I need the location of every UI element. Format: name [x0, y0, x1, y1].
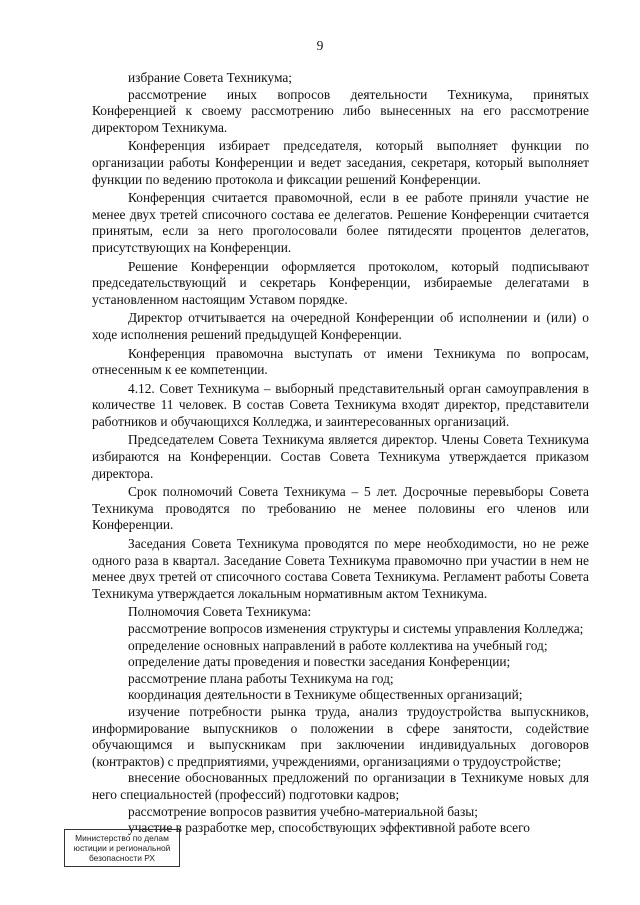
paragraph: Срок полномочий Совета Техникума – 5 лет. Досрочные перевыборы Совета Техникума проводятся по требованию не менее половины его членов или Конференции. — [92, 484, 589, 533]
list-item: изучение потребности рынка труда, анализ трудоустройства выпускников, информирование выпускников о положении в сфере занятости, содействие обучающимся и выпускникам при заключении индивидуальных договоров (контрактов) с предприятиями, учреждениями, организациями о трудоустройстве; — [92, 703, 589, 769]
stamp-line: Министерство по делам — [75, 833, 169, 843]
list-item: участие в разработке мер, способствующих эффективной работе всего — [128, 820, 530, 836]
paragraph: Конференция считается правомочной, если в ее работе приняли участие не менее двух третей списочного состава ее делегатов. Решение Конференции считается принятым, если за него проголосовали более пятидесяти процентов делегатов, присутствующих на Конференции. — [92, 190, 589, 255]
stamp-line: юстиции и региональной — [73, 843, 171, 853]
list-item: координация деятельности в Техникуме общественных организаций; — [128, 687, 523, 703]
list-item: рассмотрение плана работы Техникума на год; — [128, 670, 394, 686]
paragraph: Заседания Совета Техникума проводятся по мере необходимости, но не реже одного раза в квартал. Заседание Совета Техникума правомочно при участии в нем не менее двух третей от списочного состава Совета Техникума. Регламент работы Совета Техникума утверждается локальным нормативным актом Техникума. — [92, 536, 589, 601]
list-item: рассмотрение вопросов развития учебно-материальной базы; — [128, 803, 478, 819]
page-number: 9 — [316, 38, 324, 53]
list-item: внесение обоснованных предложений по организации в Техникуме новых для него специальностей (профессий) подготовки кадров; — [92, 770, 589, 802]
list-item: определение основных направлений в работе коллектива на учебный год; — [128, 637, 548, 653]
paragraph: 4.12. Совет Техникума – выборный представительный орган самоуправления в количестве 11 человек. В состав Совета Техникума входят директор, представители работников и обучающихся Колледжа, и заинтересованных организаций. — [92, 380, 589, 429]
paragraph: Председателем Совета Техникума является директор. Члены Совета Техникума избираются на Конференции. Состав Совета Техникума утверждается приказом директора. — [92, 432, 589, 481]
stamp-line: безопасности РХ — [88, 853, 156, 863]
paragraph: Полномочия Совета Техникума: — [128, 604, 312, 620]
paragraph: рассмотрение иных вопросов деятельности Техникума, принятых Конференцией к своему рассмотрению либо вынесенных на его рассмотрение директором Техникума. — [92, 86, 589, 135]
paragraph: избрание Совета Техникума; — [128, 70, 292, 85]
paragraph: Директор отчитывается на очередной Конференции об исполнении и (или) о ходе исполнения решений предыдущей Конференции. — [92, 310, 589, 342]
list-item: определение даты проведения и повестки заседания Конференции; — [128, 654, 511, 670]
list-item: рассмотрение вопросов изменения структуры и системы управления Колледжа; — [128, 621, 584, 636]
paragraph: Конференция избирает председателя, который выполняет функции по организации работы Конференции и ведет заседания, секретаря, который выполняет функции по ведению протокола и фиксации решений Конференции. — [92, 138, 589, 187]
document-body — [92, 70, 589, 837]
paragraph: Решение Конференции оформляется протоколом, который подписывают председательствующий и секретарь Конференции, избираемые делегатами в установленном настоящим Уставом порядке. — [92, 258, 589, 307]
ministry-stamp — [64, 829, 180, 867]
paragraph: Конференция правомочна выступать от имени Техникума по вопросам, отнесенным к ее компетенции. — [92, 345, 589, 378]
